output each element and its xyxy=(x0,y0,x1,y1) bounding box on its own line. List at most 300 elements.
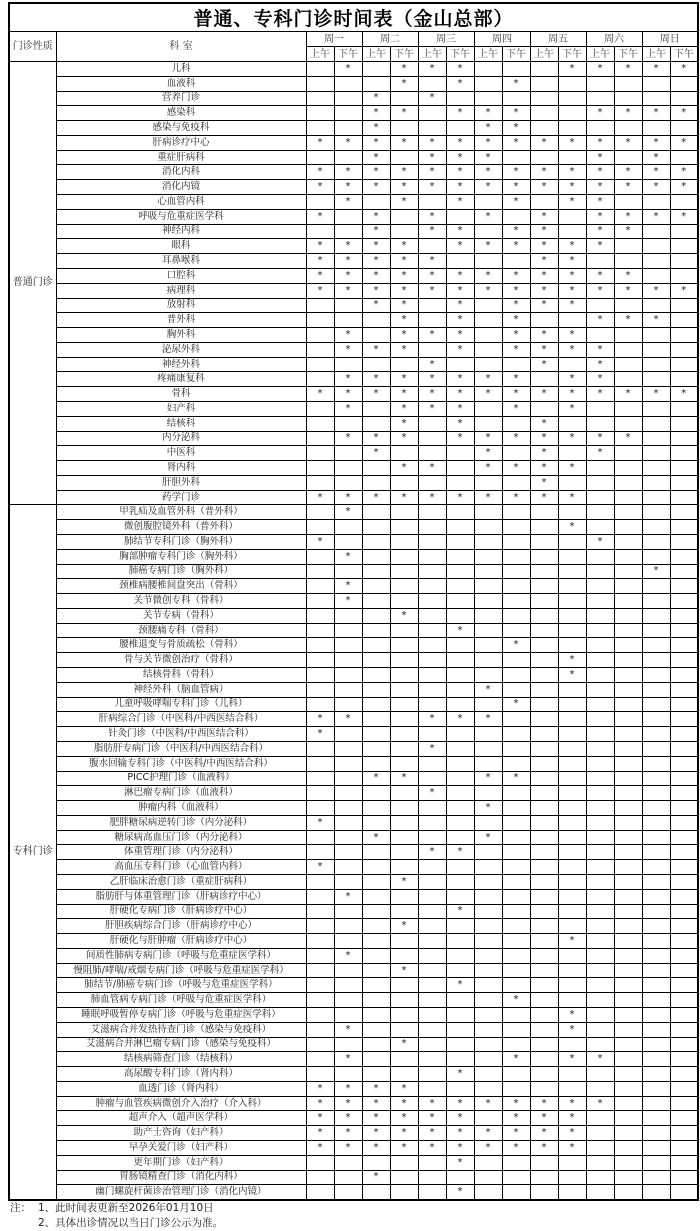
schedule-slot xyxy=(670,416,698,431)
schedule-row xyxy=(9,298,698,313)
schedule-slot: * xyxy=(390,416,418,431)
schedule-slot xyxy=(670,815,698,830)
schedule-slot xyxy=(642,579,670,594)
schedule-slot: * xyxy=(474,431,502,446)
schedule-slot xyxy=(502,919,530,934)
schedule-slot xyxy=(558,76,586,91)
schedule-slot xyxy=(614,682,642,697)
schedule-slot xyxy=(474,1037,502,1052)
schedule-slot xyxy=(670,830,698,845)
schedule-row xyxy=(9,76,698,91)
schedule-slot xyxy=(642,830,670,845)
schedule-slot xyxy=(670,535,698,550)
schedule-slot xyxy=(306,874,334,889)
schedule-row xyxy=(9,948,698,963)
schedule-body xyxy=(9,62,698,1200)
schedule-slot xyxy=(502,623,530,638)
schedule-slot: * xyxy=(558,387,586,402)
schedule-slot xyxy=(614,1185,642,1200)
schedule-slot xyxy=(306,786,334,801)
schedule-slot xyxy=(474,1052,502,1067)
schedule-slot: * xyxy=(474,712,502,727)
schedule-slot xyxy=(642,1185,670,1200)
schedule-slot: * xyxy=(418,62,446,77)
department-name: 口腔科 xyxy=(56,268,306,283)
schedule-slot xyxy=(390,697,418,712)
schedule-slot: * xyxy=(418,490,446,505)
schedule-row xyxy=(9,328,698,343)
schedule-slot xyxy=(474,668,502,683)
schedule-slot xyxy=(614,978,642,993)
schedule-slot xyxy=(670,1052,698,1067)
schedule-slot xyxy=(446,815,474,830)
schedule-slot xyxy=(670,638,698,653)
schedule-slot xyxy=(586,1141,614,1156)
schedule-slot xyxy=(362,682,390,697)
schedule-slot xyxy=(362,845,390,860)
schedule-slot xyxy=(614,727,642,742)
schedule-slot xyxy=(558,579,586,594)
schedule-slot xyxy=(474,860,502,875)
schedule-slot xyxy=(362,1155,390,1170)
schedule-slot: * xyxy=(362,830,390,845)
schedule-slot xyxy=(586,520,614,535)
schedule-slot: * xyxy=(334,195,362,210)
department-name: 慢阻肺/哮喘/戒烟专病门诊（呼吸与危重症医学科） xyxy=(56,963,306,978)
schedule-slot xyxy=(390,446,418,461)
department-name: 糖尿病高血压门诊（内分泌科） xyxy=(56,830,306,845)
department-name: 胸外科 xyxy=(56,328,306,343)
schedule-slot xyxy=(558,904,586,919)
schedule-slot xyxy=(362,860,390,875)
schedule-slot xyxy=(642,1126,670,1141)
schedule-slot: * xyxy=(446,387,474,402)
department-name: 儿科 xyxy=(56,62,306,77)
schedule-slot: * xyxy=(586,150,614,165)
schedule-slot xyxy=(334,771,362,786)
schedule-slot: * xyxy=(670,106,698,121)
schedule-slot xyxy=(530,697,558,712)
schedule-slot: * xyxy=(558,298,586,313)
schedule-slot xyxy=(362,313,390,328)
schedule-slot xyxy=(418,313,446,328)
schedule-row xyxy=(9,1067,698,1082)
schedule-slot: * xyxy=(586,209,614,224)
schedule-slot xyxy=(670,1126,698,1141)
schedule-slot xyxy=(670,948,698,963)
schedule-slot xyxy=(362,919,390,934)
schedule-slot xyxy=(586,919,614,934)
schedule-slot xyxy=(362,993,390,1008)
schedule-slot xyxy=(670,268,698,283)
schedule-slot: * xyxy=(670,209,698,224)
schedule-slot xyxy=(558,756,586,771)
schedule-slot: * xyxy=(670,165,698,180)
schedule-slot: * xyxy=(642,62,670,77)
schedule-slot: * xyxy=(446,1096,474,1111)
department-name: 脂肪肝专病门诊（中医科/中西医结合科） xyxy=(56,741,306,756)
schedule-slot: * xyxy=(558,1022,586,1037)
schedule-slot xyxy=(474,756,502,771)
schedule-slot xyxy=(642,1067,670,1082)
schedule-slot xyxy=(334,741,362,756)
schedule-slot xyxy=(642,268,670,283)
schedule-slot xyxy=(334,475,362,490)
schedule-slot xyxy=(642,948,670,963)
department-name: 乙肝临床治愈门诊（重症肝病科） xyxy=(56,874,306,889)
schedule-slot xyxy=(502,889,530,904)
schedule-slot xyxy=(306,978,334,993)
schedule-slot xyxy=(446,801,474,816)
department-name: 肥胖糖尿病逆转门诊（内分泌科） xyxy=(56,815,306,830)
schedule-slot: * xyxy=(558,461,586,476)
department-name: 肝硬化专病门诊（肝病诊疗中心） xyxy=(56,904,306,919)
schedule-slot: * xyxy=(362,1096,390,1111)
schedule-slot xyxy=(502,786,530,801)
schedule-slot: * xyxy=(502,490,530,505)
schedule-slot: * xyxy=(530,342,558,357)
schedule-slot: * xyxy=(418,224,446,239)
schedule-slot xyxy=(558,860,586,875)
schedule-slot xyxy=(558,106,586,121)
schedule-slot xyxy=(670,1081,698,1096)
schedule-slot: * xyxy=(390,1037,418,1052)
schedule-slot xyxy=(670,1008,698,1023)
schedule-slot xyxy=(586,579,614,594)
schedule-slot: * xyxy=(446,490,474,505)
schedule-slot xyxy=(418,638,446,653)
schedule-slot: * xyxy=(418,1141,446,1156)
schedule-slot xyxy=(390,860,418,875)
department-name: 肝硬化与肝肿瘤（肝病诊疗中心） xyxy=(56,934,306,949)
schedule-slot xyxy=(474,1111,502,1126)
schedule-slot xyxy=(418,756,446,771)
schedule-slot: * xyxy=(306,180,334,195)
schedule-slot: * xyxy=(502,1126,530,1141)
schedule-slot xyxy=(446,934,474,949)
schedule-slot: * xyxy=(530,254,558,269)
schedule-slot: * xyxy=(642,283,670,298)
schedule-slot xyxy=(390,224,418,239)
schedule-slot: * xyxy=(446,978,474,993)
schedule-slot xyxy=(586,668,614,683)
day-header: 周一 xyxy=(306,32,362,47)
department-name: 耳鼻喉科 xyxy=(56,254,306,269)
schedule-slot xyxy=(558,313,586,328)
schedule-slot xyxy=(334,91,362,106)
schedule-slot xyxy=(418,889,446,904)
schedule-slot: * xyxy=(362,91,390,106)
schedule-slot: * xyxy=(530,239,558,254)
schedule-slot xyxy=(334,727,362,742)
schedule-slot xyxy=(614,1037,642,1052)
department-name: 结核科 xyxy=(56,416,306,431)
schedule-slot xyxy=(614,535,642,550)
schedule-slot xyxy=(390,564,418,579)
schedule-slot xyxy=(334,653,362,668)
schedule-slot: * xyxy=(418,135,446,150)
schedule-slot: * xyxy=(530,1141,558,1156)
schedule-row xyxy=(9,978,698,993)
schedule-slot xyxy=(474,623,502,638)
schedule-slot xyxy=(642,298,670,313)
schedule-slot xyxy=(418,874,446,889)
schedule-slot xyxy=(502,741,530,756)
schedule-slot xyxy=(670,668,698,683)
department-name: 胃肠镜精查门诊（消化内科） xyxy=(56,1170,306,1185)
schedule-slot: * xyxy=(334,579,362,594)
department-name: 肺癌专病门诊（胸外科） xyxy=(56,564,306,579)
schedule-slot xyxy=(306,741,334,756)
schedule-slot xyxy=(446,505,474,520)
schedule-slot xyxy=(614,668,642,683)
schedule-slot xyxy=(670,934,698,949)
schedule-slot: * xyxy=(502,135,530,150)
schedule-slot xyxy=(306,76,334,91)
schedule-slot: * xyxy=(390,106,418,121)
schedule-slot: * xyxy=(390,195,418,210)
schedule-row xyxy=(9,180,698,195)
schedule-slot xyxy=(334,756,362,771)
schedule-slot xyxy=(530,1081,558,1096)
schedule-row xyxy=(9,357,698,372)
schedule-slot xyxy=(614,121,642,136)
schedule-slot xyxy=(362,948,390,963)
schedule-slot xyxy=(390,993,418,1008)
schedule-slot xyxy=(502,357,530,372)
clinic-type-header: 门诊性质 xyxy=(9,32,56,62)
schedule-slot: * xyxy=(586,372,614,387)
department-name: 感染科 xyxy=(56,106,306,121)
schedule-slot xyxy=(418,1170,446,1185)
department-name: 消化内镜 xyxy=(56,180,306,195)
schedule-slot: * xyxy=(502,76,530,91)
schedule-slot xyxy=(474,1170,502,1185)
schedule-row xyxy=(9,564,698,579)
schedule-slot xyxy=(586,401,614,416)
schedule-slot: * xyxy=(306,165,334,180)
schedule-slot xyxy=(614,771,642,786)
schedule-slot xyxy=(418,993,446,1008)
schedule-slot xyxy=(474,978,502,993)
schedule-slot xyxy=(502,505,530,520)
schedule-slot: * xyxy=(530,283,558,298)
schedule-slot: * xyxy=(334,1111,362,1126)
schedule-slot xyxy=(446,860,474,875)
schedule-slot xyxy=(558,564,586,579)
schedule-slot xyxy=(446,771,474,786)
schedule-slot xyxy=(614,1052,642,1067)
schedule-slot: * xyxy=(474,165,502,180)
schedule-slot: * xyxy=(586,357,614,372)
schedule-slot xyxy=(306,608,334,623)
schedule-slot: * xyxy=(558,1126,586,1141)
schedule-slot: * xyxy=(306,135,334,150)
schedule-slot xyxy=(362,1185,390,1200)
schedule-slot xyxy=(334,121,362,136)
schedule-slot xyxy=(362,638,390,653)
schedule-slot xyxy=(502,608,530,623)
schedule-slot: * xyxy=(334,342,362,357)
department-name: 淋巴瘤专病门诊（血液科） xyxy=(56,786,306,801)
department-name: 普外科 xyxy=(56,313,306,328)
schedule-slot: * xyxy=(362,1111,390,1126)
schedule-slot xyxy=(670,1170,698,1185)
schedule-slot: * xyxy=(474,446,502,461)
schedule-slot xyxy=(586,653,614,668)
schedule-slot: * xyxy=(530,1096,558,1111)
schedule-slot: * xyxy=(390,254,418,269)
schedule-slot: * xyxy=(418,1096,446,1111)
schedule-slot xyxy=(558,741,586,756)
schedule-slot: * xyxy=(306,268,334,283)
schedule-slot xyxy=(670,1141,698,1156)
schedule-slot: * xyxy=(362,209,390,224)
schedule-slot xyxy=(418,76,446,91)
department-name: 助产士咨询（妇产科） xyxy=(56,1126,306,1141)
schedule-slot xyxy=(390,1155,418,1170)
schedule-slot: * xyxy=(474,1096,502,1111)
department-name: 肝胆疾病综合门诊（肝病诊疗中心） xyxy=(56,919,306,934)
schedule-slot xyxy=(502,978,530,993)
schedule-slot xyxy=(418,771,446,786)
schedule-slot xyxy=(306,889,334,904)
schedule-slot xyxy=(474,579,502,594)
schedule-slot xyxy=(362,594,390,609)
schedule-row xyxy=(9,830,698,845)
schedule-slot: * xyxy=(642,106,670,121)
schedule-slot xyxy=(502,62,530,77)
schedule-slot: * xyxy=(334,135,362,150)
schedule-slot xyxy=(306,594,334,609)
schedule-slot xyxy=(670,224,698,239)
schedule-slot: * xyxy=(558,1141,586,1156)
schedule-slot xyxy=(474,76,502,91)
schedule-slot xyxy=(306,1052,334,1067)
schedule-slot: * xyxy=(586,135,614,150)
schedule-slot: * xyxy=(614,209,642,224)
schedule-slot xyxy=(530,76,558,91)
schedule-row xyxy=(9,668,698,683)
schedule-slot xyxy=(586,608,614,623)
schedule-row xyxy=(9,889,698,904)
schedule-slot xyxy=(474,401,502,416)
schedule-slot xyxy=(642,342,670,357)
schedule-slot: * xyxy=(446,623,474,638)
schedule-slot xyxy=(502,948,530,963)
schedule-slot: * xyxy=(390,1126,418,1141)
schedule-slot: * xyxy=(502,224,530,239)
schedule-slot: * xyxy=(362,239,390,254)
schedule-slot xyxy=(670,993,698,1008)
schedule-slot: * xyxy=(418,283,446,298)
schedule-slot xyxy=(362,889,390,904)
schedule-slot: * xyxy=(446,150,474,165)
schedule-slot xyxy=(670,874,698,889)
schedule-slot xyxy=(362,505,390,520)
schedule-slot xyxy=(586,1170,614,1185)
schedule-slot xyxy=(418,1022,446,1037)
schedule-slot xyxy=(502,934,530,949)
schedule-slot xyxy=(362,874,390,889)
schedule-slot xyxy=(306,1185,334,1200)
schedule-slot xyxy=(446,874,474,889)
schedule-slot xyxy=(306,1022,334,1037)
schedule-slot: * xyxy=(558,431,586,446)
department-name: 更年期门诊（妇产科） xyxy=(56,1155,306,1170)
schedule-slot xyxy=(446,121,474,136)
schedule-slot: * xyxy=(418,209,446,224)
department-name: 眼科 xyxy=(56,239,306,254)
schedule-slot xyxy=(670,313,698,328)
schedule-slot xyxy=(418,697,446,712)
schedule-slot xyxy=(390,668,418,683)
schedule-row xyxy=(9,446,698,461)
schedule-slot: * xyxy=(642,209,670,224)
schedule-slot xyxy=(586,638,614,653)
schedule-slot xyxy=(586,549,614,564)
schedule-row xyxy=(9,401,698,416)
schedule-slot xyxy=(670,889,698,904)
schedule-slot xyxy=(390,934,418,949)
schedule-slot xyxy=(390,579,418,594)
schedule-slot xyxy=(670,121,698,136)
schedule-slot xyxy=(390,978,418,993)
schedule-slot: * xyxy=(446,298,474,313)
schedule-slot xyxy=(334,224,362,239)
schedule-slot: * xyxy=(418,372,446,387)
schedule-slot: * xyxy=(418,254,446,269)
schedule-slot xyxy=(670,579,698,594)
schedule-slot xyxy=(362,978,390,993)
schedule-slot: * xyxy=(334,712,362,727)
schedule-slot: * xyxy=(446,165,474,180)
department-name: 颈腰痛专科（骨科） xyxy=(56,623,306,638)
schedule-slot xyxy=(502,254,530,269)
day-header: 周四 xyxy=(474,32,530,47)
schedule-slot xyxy=(306,431,334,446)
afternoon-header: 下午 xyxy=(334,47,362,62)
schedule-slot: * xyxy=(474,1141,502,1156)
department-name: 针灸门诊（中医科/中西医结合科） xyxy=(56,727,306,742)
schedule-slot: * xyxy=(502,328,530,343)
schedule-slot xyxy=(418,564,446,579)
schedule-slot: * xyxy=(362,106,390,121)
schedule-slot xyxy=(418,727,446,742)
schedule-slot xyxy=(502,209,530,224)
schedule-slot: * xyxy=(446,1126,474,1141)
schedule-slot xyxy=(362,815,390,830)
schedule-slot xyxy=(418,934,446,949)
schedule-slot xyxy=(614,446,642,461)
schedule-slot xyxy=(502,830,530,845)
schedule-slot: * xyxy=(502,268,530,283)
schedule-slot xyxy=(418,1185,446,1200)
schedule-slot: * xyxy=(670,387,698,402)
schedule-slot xyxy=(446,564,474,579)
schedule-slot: * xyxy=(502,106,530,121)
schedule-slot xyxy=(586,904,614,919)
schedule-slot: * xyxy=(502,461,530,476)
department-name: 关节微创专科（骨科） xyxy=(56,594,306,609)
schedule-slot xyxy=(530,150,558,165)
schedule-slot xyxy=(670,727,698,742)
schedule-slot xyxy=(306,771,334,786)
schedule-slot xyxy=(306,549,334,564)
schedule-slot xyxy=(642,1037,670,1052)
schedule-row xyxy=(9,608,698,623)
schedule-row xyxy=(9,1126,698,1141)
